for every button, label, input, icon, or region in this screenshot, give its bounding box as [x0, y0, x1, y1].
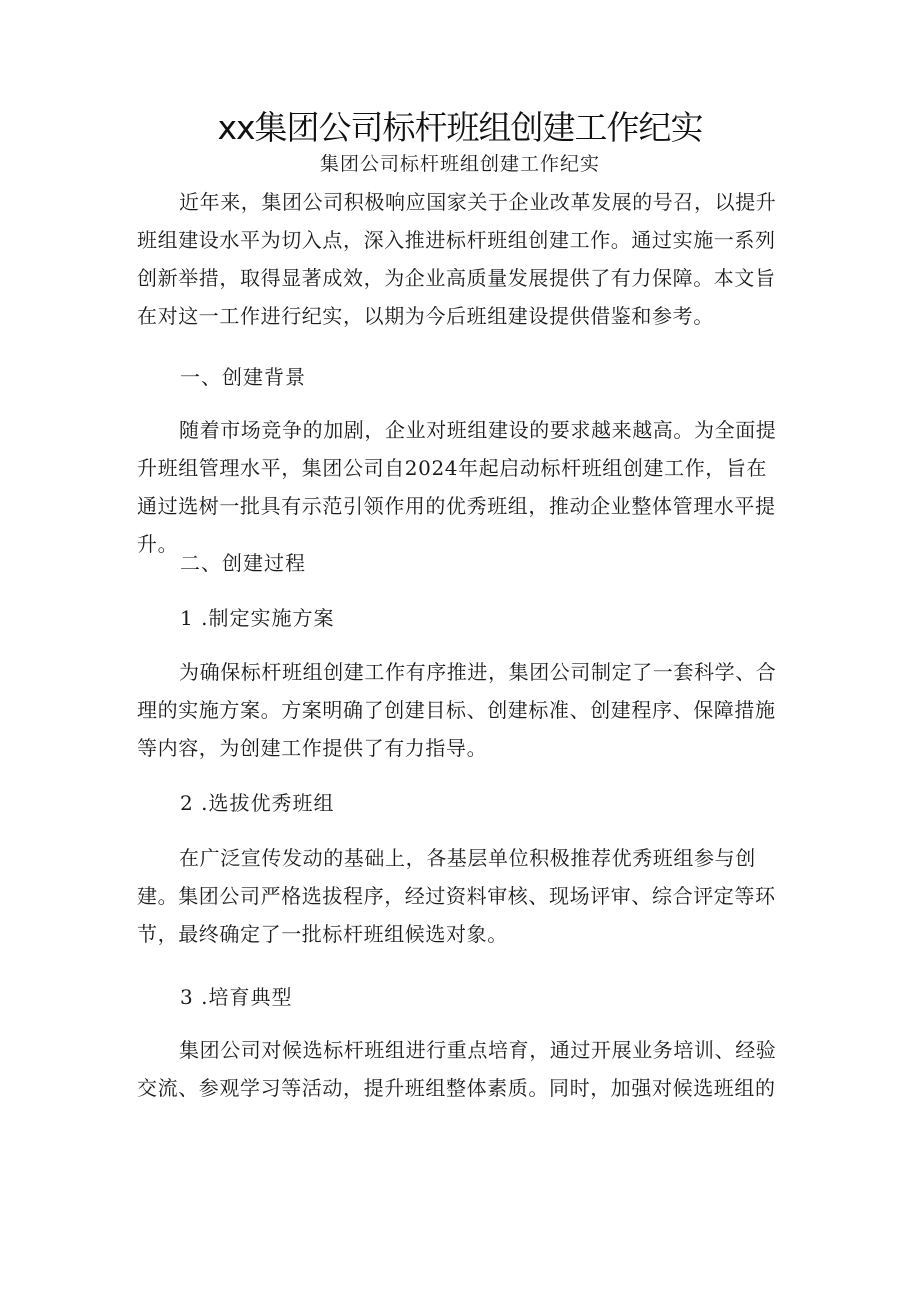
cultivate-models-paragraph: 集团公司对候选标杆班组进行重点培育，通过开展业务培训、经验交流、参观学习等活动，提升班组整体素质。同时，加强对候选班组的 — [137, 1038, 777, 1100]
document-title: xx集团公司标杆班组创建工作纪实 — [217, 108, 703, 147]
subheading-select-teams: 2 .选拔优秀班组 — [180, 791, 335, 815]
background-paragraph: 随着市场竞争的加剧，企业对班组建设的要求越来越高。为全面提升班组管理水平，集团公司自2024年起启动标杆班组创建工作，旨在通过选树一批具有示范引领作用的优秀班组，推动企业整体管理水平提升。 — [137, 418, 777, 556]
document-subtitle: 集团公司标杆班组创建工作纪实 — [319, 153, 600, 175]
intro-paragraph: 近年来，集团公司积极响应国家关于企业改革发展的号召，以提升班组建设水平为切入点，深入推进标杆班组创建工作。通过实施一系列创新举措，取得显著成效，为企业高质量发展提供了有力保障。本文旨在对这一工作进行纪实，以期为今后班组建设提供借鉴和参考。 — [137, 190, 777, 328]
select-teams-paragraph: 在广泛宣传发动的基础上，各基层单位积极推荐优秀班组参与创建。集团公司严格选拔程序，经过资料审核、现场评审、综合评定等环节，最终确定了一批标杆班组候选对象。 — [137, 846, 776, 946]
implementation-plan-paragraph: 为确保标杆班组创建工作有序推进，集团公司制定了一套科学、合理的实施方案。方案明确了创建目标、创建标准、创建程序、保障措施等内容，为创建工作提供了有力指导。 — [137, 660, 777, 760]
section-heading-process: 二、创建过程 — [180, 551, 306, 575]
subheading-implementation-plan: 1 .制定实施方案 — [180, 606, 335, 630]
section-heading-background: 一、创建背景 — [180, 365, 306, 389]
subheading-cultivate-models: 3 .培育典型 — [180, 985, 293, 1009]
